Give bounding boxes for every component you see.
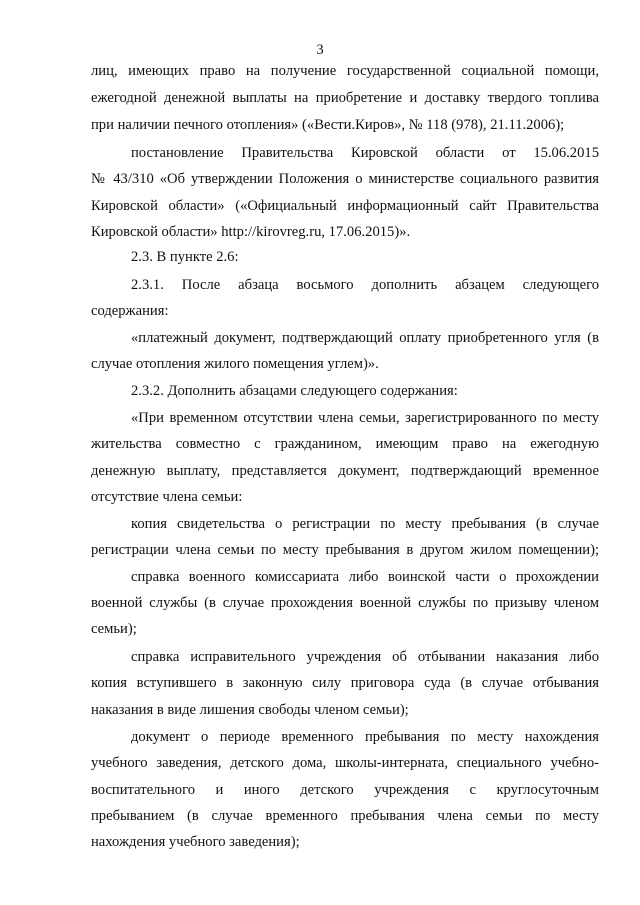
text-line: жительства совместно с гражданином, имеющим право на ежегодную: [91, 436, 599, 452]
text-line: Кировской области» («Официальный информационный сайт Правительства: [91, 198, 599, 214]
text-line: копия вступившего в законную силу приговора суда (в случае отбывания: [91, 675, 599, 691]
text-line: военной службы (в случае прохождения военной службы по призыву членом: [91, 595, 599, 611]
text-line: нахождения учебного заведения);: [91, 834, 300, 850]
text-line: отсутствие члена семьи:: [91, 489, 243, 505]
text-line: семьи);: [91, 621, 137, 637]
page-number: 3: [316, 42, 324, 58]
text-line: воспитательного и иного детского учреждения с круглосуточным: [91, 782, 599, 798]
text-line: «При временном отсутствии члена семьи, зарегистрированного по месту: [131, 410, 599, 426]
text-line: «платежный документ, подтверждающий оплату приобретенного угля (в: [131, 330, 599, 346]
text-line: наказания в виде лишения свободы членом семьи);: [91, 702, 409, 718]
text-line: ежегодной денежной выплаты на приобретение и доставку твердого топлива: [91, 90, 599, 106]
text-line: содержания:: [91, 303, 169, 319]
text-line: документ о периоде временного пребывания по месту нахождения: [131, 729, 599, 745]
text-line: 2.3.1. После абзаца восьмого дополнить абзацем следующего: [131, 277, 599, 293]
text-line: денежную выплату, представляется документ, подтверждающий временное: [91, 463, 599, 479]
text-line: регистрации члена семьи по месту пребывания в другом жилом помещении);: [91, 542, 599, 558]
text-line: № 43/310 «Об утверждении Положения о министерстве социального развития: [91, 171, 599, 187]
text-line: случае отопления жилого помещения углем)».: [91, 356, 379, 372]
section-heading: 2.3.2. Дополнить абзацами следующего содержания:: [131, 383, 458, 399]
text-line: Кировской области» http://kirovreg.ru, 17.06.2015)».: [91, 224, 411, 240]
text-line: справка исправительного учреждения об отбывании наказания либо: [131, 649, 599, 665]
text-line: учебного заведения, детского дома, школы-интерната, специального учебно-: [91, 755, 599, 771]
text-line: пребыванием (в случае временного пребывания члена семьи по месту: [91, 808, 599, 824]
text-line: при наличии печного отопления» («Вести.Киров», № 118 (978), 21.11.2006);: [91, 117, 565, 133]
text-line: копия свидетельства о регистрации по месту пребывания (в случае: [131, 516, 599, 532]
section-heading: 2.3. В пункте 2.6:: [131, 249, 239, 265]
text-line: постановление Правительства Кировской области от 15.06.2015: [131, 145, 599, 161]
text-line: лиц, имеющих право на получение государственной социальной помощи,: [91, 63, 599, 79]
text-line: справка военного комиссариата либо воинской части о прохождении: [131, 569, 599, 585]
